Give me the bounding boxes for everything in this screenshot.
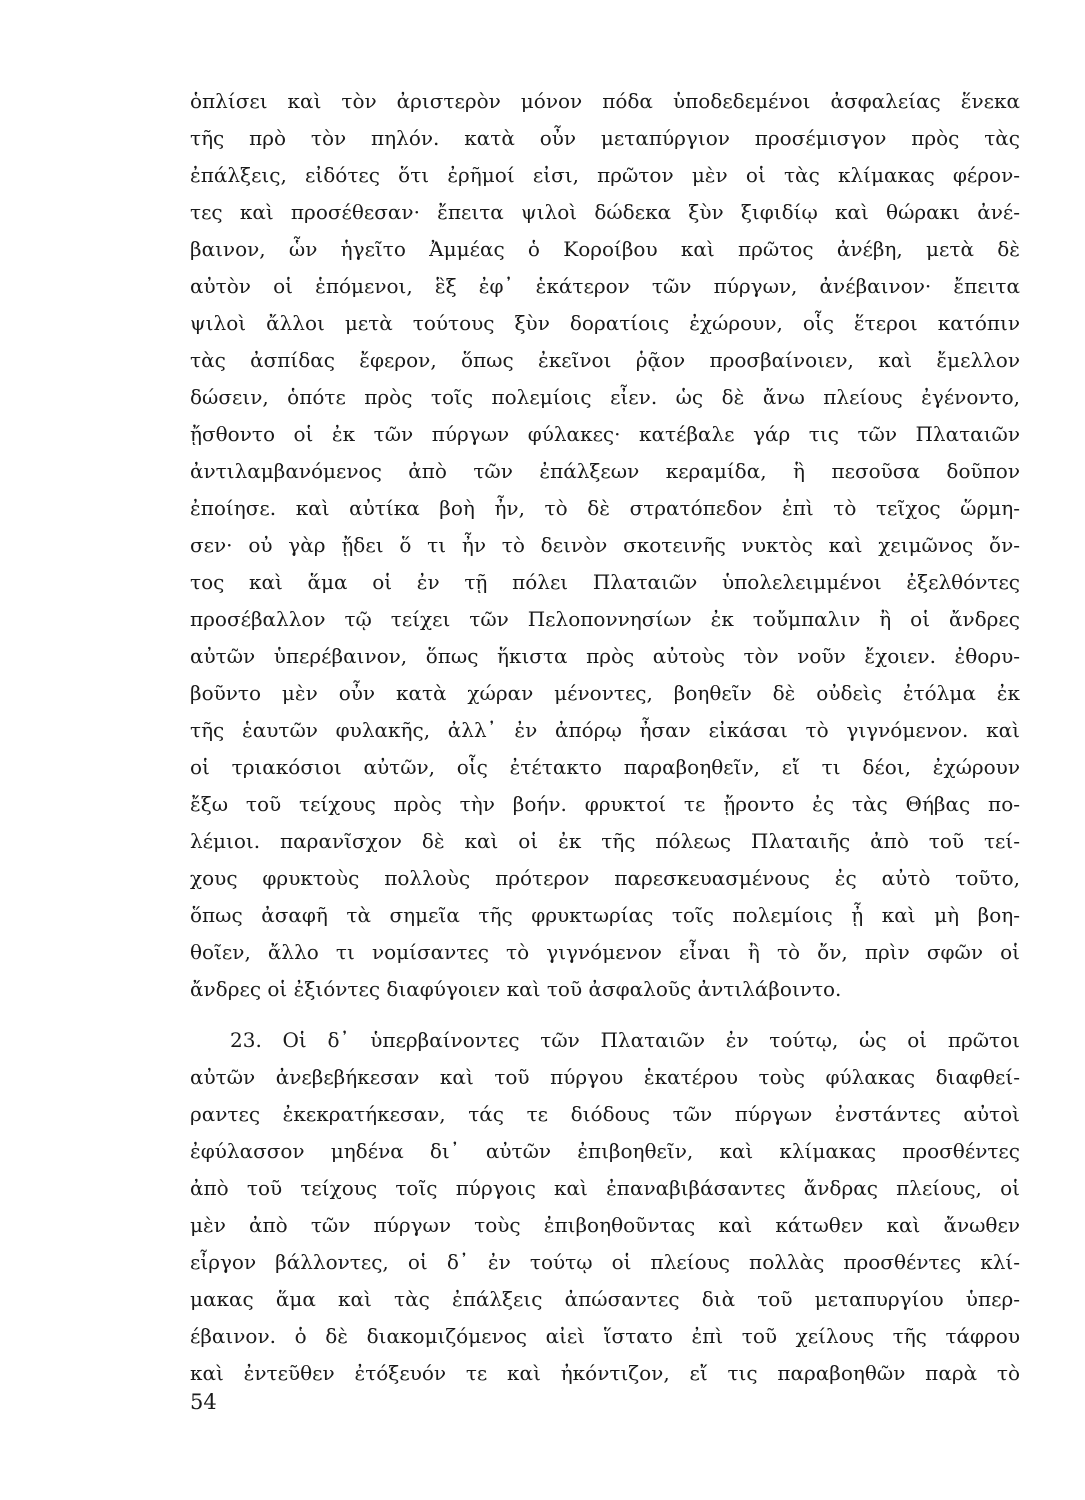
text-line: λέμιοι. παρανῖσχον δὲ καὶ οἱ ἐκ τῆς πόλεως Πλαταιῆς ἀπὸ τοῦ τεί- (190, 829, 1020, 853)
text-line: ἐπάλξεις, εἰδότες ὅτι ἐρῆμοί εἰσι, πρῶτον μὲν οἱ τὰς κλίμακας φέρον- (190, 163, 1020, 187)
text-line: μὲν ἀπὸ τῶν πύργων τοὺς ἐπιβοηθοῦντας καὶ κάτωθεν καὶ ἄνωθεν (190, 1213, 1020, 1237)
text-line: προσέβαλλον τῷ τείχει τῶν Πελοποννησίων ἐκ τοὔμπαλιν ἢ οἱ ἄνδρες (190, 607, 1020, 631)
text-line: τος καὶ ἅμα οἱ ἐν τῇ πόλει Πλαταιῶν ὑπολελειμμένοι ἐξελθόντες (190, 570, 1020, 594)
text-line: θοῖεν, ἄλλο τι νομίσαντες τὸ γιγνόμενον εἶναι ἢ τὸ ὄν, πρὶν σφῶν οἱ (190, 940, 1020, 964)
text-line: σεν· οὐ γὰρ ᾔδει ὅ τι ἦν τὸ δεινὸν σκοτεινῆς νυκτὸς καὶ χειμῶνος ὄν- (190, 533, 1020, 557)
text-line: χους φρυκτοὺς πολλοὺς πρότερον παρεσκευασμένους ἐς αὐτὸ τοῦτο, (190, 866, 1020, 890)
text-line: ἀπὸ τοῦ τείχους τοῖς πύργοις καὶ ἐπαναβιβάσαντες ἄνδρας πλείους, οἱ (190, 1176, 1020, 1200)
text-line: αὐτὸν οἱ ἑπόμενοι, ἓξ ἐφ᾽ ἑκάτερον τῶν πύργων, ἀνέβαινον· ἔπειτα (190, 274, 1020, 298)
text-line: εἶργον βάλλοντες, οἱ δ᾽ ἐν τούτῳ οἱ πλείους πολλὰς προσθέντες κλί- (190, 1250, 1020, 1274)
text-line: βαινον, ὧν ἡγεῖτο Ἀμμέας ὁ Κοροίβου καὶ πρῶτος ἀνέβη, μετὰ δὲ (190, 237, 1020, 261)
page-number: 54 (190, 1390, 217, 1414)
text-line: ραντες ἐκεκρατήκεσαν, τάς τε διόδους τῶν πύργων ἐνστάντες αὐτοὶ (190, 1102, 1020, 1126)
text-line: ἔξω τοῦ τείχους πρὸς τὴν βοήν. φρυκτοί τε ᾔροντο ἐς τὰς Θήβας πο- (190, 792, 1020, 816)
paragraph-1 (190, 83, 1020, 1008)
text-line: τῆς πρὸ τὸν πηλόν. κατὰ οὖν μεταπύργιον προσέμισγον πρὸς τὰς (190, 126, 1020, 150)
text-line: έβαινον. ὁ δὲ διακομιζόμενος αἰεὶ ἵστατο ἐπὶ τοῦ χείλους τῆς τάφρου (190, 1324, 1020, 1348)
text-line: βοῦντο μὲν οὖν κατὰ χώραν μένοντες, βοηθεῖν δὲ οὐδεὶς ἐτόλμα ἐκ (190, 681, 1020, 705)
text-line: τες καὶ προσέθεσαν· ἔπειτα ψιλοὶ δώδεκα ξὺν ξιφιδίῳ καὶ θώρακι ἀνέ- (190, 200, 1020, 224)
text-line: ᾔσθοντο οἱ ἐκ τῶν πύργων φύλακες· κατέβαλε γάρ τις τῶν Πλαταιῶν (190, 422, 1020, 446)
text-line: ἐποίησε. καὶ αὐτίκα βοὴ ἦν, τὸ δὲ στρατόπεδον ἐπὶ τὸ τεῖχος ὥρμη- (190, 496, 1020, 520)
text-line: οἱ τριακόσιοι αὐτῶν, οἷς ἐτέτακτο παραβοηθεῖν, εἴ τι δέοι, ἐχώρουν (190, 755, 1020, 779)
text-line: τῆς ἑαυτῶν φυλακῆς, ἀλλ᾽ ἐν ἀπόρῳ ἦσαν εἰκάσαι τὸ γιγνόμενον. καὶ (190, 718, 1020, 742)
text-line: δώσειν, ὁπότε πρὸς τοῖς πολεμίοις εἶεν. ὡς δὲ ἄνω πλείους ἐγένοντο, (190, 385, 1020, 409)
text-line: ἄνδρες οἱ ἐξιόντες διαφύγοιεν καὶ τοῦ ἀσφαλοῦς ἀντιλάβοιντο. (190, 977, 842, 1001)
paragraph-2 (190, 1022, 1020, 1392)
text-line: ὅπως ἀσαφῆ τὰ σημεῖα τῆς φρυκτωρίας τοῖς πολεμίοις ᾖ καὶ μὴ βοη- (190, 903, 1020, 927)
text-line: τὰς ἀσπίδας ἔφερον, ὅπως ἐκεῖνοι ῥᾷον προσβαίνοιεν, καὶ ἔμελλον (190, 348, 1020, 372)
text-line: αὐτῶν ἀνεβεβήκεσαν καὶ τοῦ πύργου ἑκατέρου τοὺς φύλακας διαφθεί- (190, 1065, 1020, 1089)
section-start-line: 23. Οἱ δ᾽ ὑπερβαίνοντες τῶν Πλαταιῶν ἐν τούτῳ, ὡς οἱ πρῶτοι (230, 1028, 1020, 1052)
text-line: ἀντιλαμβανόμενος ἀπὸ τῶν ἐπάλξεων κεραμίδα, ἣ πεσοῦσα δοῦπον (190, 459, 1020, 483)
text-line: μακας ἅμα καὶ τὰς ἐπάλξεις ἀπώσαντες διὰ τοῦ μεταπυργίου ὑπερ- (190, 1287, 1020, 1311)
text-line: ὁπλίσει καὶ τὸν ἀριστερὸν μόνον πόδα ὑποδεδεμένοι ἀσφαλείας ἕνεκα (190, 89, 1020, 113)
text-line: ἐφύλασσον μηδένα δι᾽ αὐτῶν ἐπιβοηθεῖν, καὶ κλίμακας προσθέντες (190, 1139, 1020, 1163)
text-line: αὐτῶν ὑπερέβαινον, ὅπως ἥκιστα πρὸς αὐτοὺς τὸν νοῦν ἔχοιεν. ἐθορυ- (190, 644, 1020, 668)
text-line: καὶ ἐντεῦθεν ἐτόξευόν τε καὶ ἠκόντιζον, εἴ τις παραβοηθῶν παρὰ τὸ (190, 1361, 1020, 1385)
text-line: ψιλοὶ ἄλλοι μετὰ τούτους ξὺν δορατίοις ἐχώρουν, οἷς ἕτεροι κατόπιν (190, 311, 1020, 335)
